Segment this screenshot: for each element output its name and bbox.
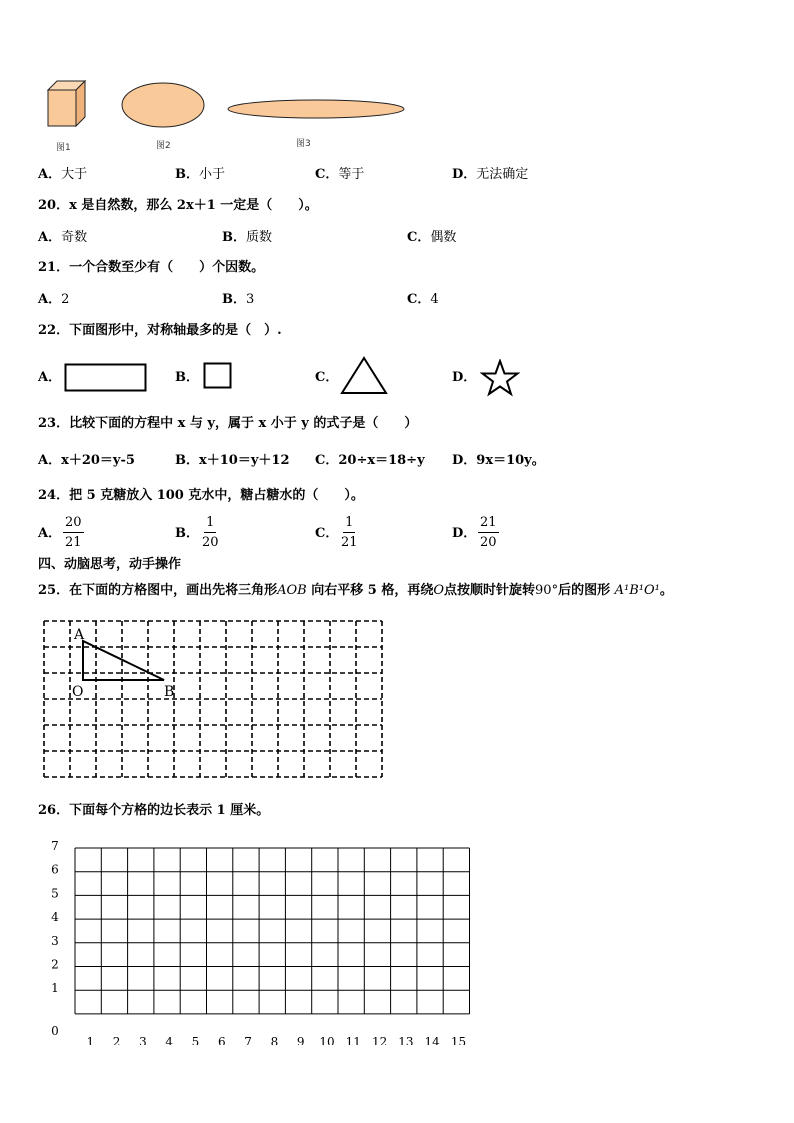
cube-figure — [48, 81, 85, 126]
q26-grid-lines — [75, 848, 470, 1014]
q26-x-label: 5 — [191, 1034, 200, 1045]
q19-option-b[interactable]: B．小于 — [175, 167, 226, 182]
q26-x-label: 13 — [398, 1034, 414, 1045]
star-shape[interactable] — [480, 359, 520, 397]
q25-grid[interactable] — [40, 617, 385, 785]
q21-option-b[interactable]: B．3 — [222, 292, 255, 307]
q24-fraction-b[interactable]: $\frac{1}{20}$ — [202, 515, 219, 550]
q26-grid[interactable] — [40, 835, 490, 1045]
q20-option-b[interactable]: B．质数 — [222, 230, 273, 245]
q25-grid-lines — [44, 621, 382, 777]
q22-option-b-letter[interactable]: B． — [175, 370, 199, 385]
section4-title: 四、动脑思考，动手操作 — [38, 557, 182, 572]
q21-option-a[interactable]: A．2 — [38, 292, 70, 307]
q23-option-d[interactable]: D．9x＝10y。 — [452, 453, 545, 468]
q24-option-d-letter[interactable]: D． — [452, 526, 477, 541]
label-o: O — [72, 684, 84, 700]
q23-option-c[interactable]: C．20÷x＝18÷y — [315, 453, 425, 468]
q19-option-d[interactable]: D．无法确定 — [452, 167, 529, 182]
q24-fraction-d[interactable]: $\frac{21}{20}$ — [480, 515, 497, 550]
q26-y-label: 3 — [51, 933, 59, 948]
q20-stem: 20．x 是自然数，那么 2x＋1 一定是（ ）。 — [38, 198, 318, 213]
q26-x-label: 1 — [86, 1034, 95, 1045]
fig2-caption: 图2 — [156, 141, 171, 151]
q26-x-label: 11 — [345, 1034, 361, 1045]
q24-stem: 24．把 5 克糖放入 100 克水中，糖占糖水的（ ）。 — [38, 488, 364, 503]
square-shape[interactable] — [203, 362, 233, 390]
q24-option-a-letter[interactable]: A． — [38, 526, 62, 541]
q26-y-label: 0 — [51, 1023, 59, 1038]
q26-y-label: 7 — [51, 839, 59, 853]
q22-option-a-letter[interactable]: A． — [38, 370, 62, 385]
q26-x-label: 10 — [319, 1034, 335, 1045]
rectangle-shape[interactable] — [64, 363, 148, 393]
q24-fraction-c[interactable]: $\frac{1}{21}$ — [341, 515, 358, 550]
q21-stem: 21．一个合数至少有（ ）个因数。 — [38, 260, 265, 275]
q25-stem: 25．在下面的方格图中，画出先将三角形AOB 向右平移 5 格，再绕O点按顺时针旋转90°后的图形 A¹B¹O¹。 — [38, 583, 673, 598]
q26-x-label: 2 — [112, 1034, 121, 1045]
q23-option-a[interactable]: A．x＋20＝y-5 — [38, 453, 135, 468]
q20-option-c[interactable]: C．偶数 — [407, 230, 457, 245]
q24-fraction-a[interactable]: $\frac{20}{21}$ — [65, 515, 82, 550]
q23-stem: 23．比较下面的方程中 x 与 y，属于 x 小于 y 的式子是（ ） — [38, 416, 418, 431]
q26-x-label: 15 — [450, 1034, 467, 1045]
label-a: A — [74, 627, 85, 643]
q26-x-label: 8 — [270, 1034, 279, 1045]
q26-x-label: 12 — [371, 1034, 388, 1045]
q21-option-c[interactable]: C．4 — [407, 292, 439, 307]
q26-x-label: 3 — [139, 1034, 147, 1045]
fig1-caption: 图1 — [56, 143, 71, 153]
q26-y-label: 4 — [51, 910, 59, 925]
q20-option-a[interactable]: A．奇数 — [38, 230, 88, 245]
q22-option-d-letter[interactable]: D． — [452, 370, 477, 385]
q26-x-label: 7 — [244, 1034, 252, 1045]
label-b: B — [164, 684, 175, 700]
q24-option-c-letter[interactable]: C． — [315, 526, 339, 541]
q26-x-label: 14 — [424, 1034, 440, 1045]
ellipse-figure — [122, 83, 204, 127]
q22-option-c-letter[interactable]: C． — [315, 370, 339, 385]
q26-y-label: 2 — [51, 957, 59, 972]
flat-ellipse-figure — [228, 100, 404, 118]
q26-x-label: 4 — [165, 1034, 174, 1045]
q26-x-label: 6 — [217, 1034, 226, 1045]
fig3-caption: 图3 — [296, 139, 311, 149]
q26-y-label: 1 — [51, 981, 59, 996]
q19-option-a[interactable]: A．大于 — [38, 167, 88, 182]
q23-option-b[interactable]: B．x＋10＝y＋12 — [175, 453, 290, 468]
q24-option-b-letter[interactable]: B． — [175, 526, 199, 541]
q26-x-label: 9 — [296, 1034, 305, 1045]
q19-option-c[interactable]: C．等于 — [315, 167, 365, 182]
q22-stem: 22．下面图形中，对称轴最多的是（ ）. — [38, 323, 282, 338]
triangle-shape[interactable] — [340, 356, 388, 396]
q26-y-label: 6 — [51, 862, 59, 877]
q19-figure — [30, 72, 430, 162]
q26-y-label: 5 — [51, 886, 59, 901]
q26-stem: 26．下面每个方格的边长表示 1 厘米。 — [38, 803, 270, 818]
